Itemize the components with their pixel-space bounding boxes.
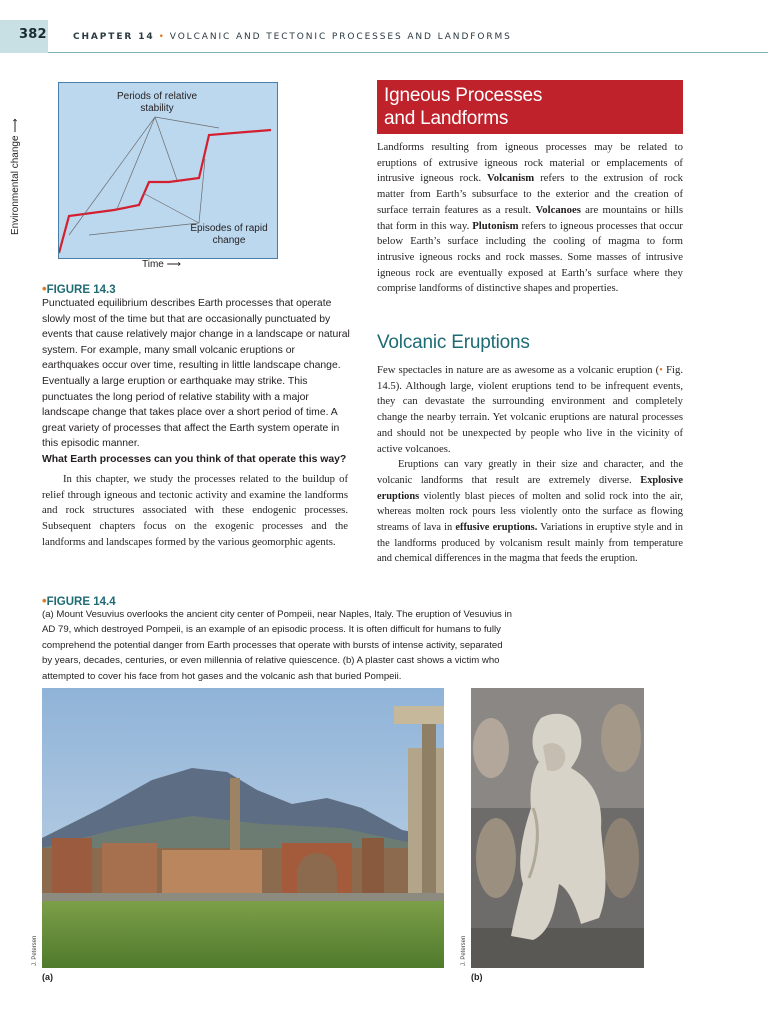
photo-credit-a: J. Petersen [32, 935, 38, 966]
page-number: 382 [19, 27, 47, 42]
label-rapid-change: Episodes of rapid change [190, 223, 268, 246]
term-volcanism: Volcanism [487, 172, 535, 185]
running-header [73, 32, 512, 42]
section-title-line2: and Landforms [384, 108, 509, 129]
eruptions-paragraph-1: Few spectacles in nature are as awesome as a volcanic eruption (• Fig. 14.5). Although large, violent eruptions tend to be infrequent events, they can devastate the surrounding environment and completely change the nearby terrain. Yet volcanic eruptions are natural processes and should not be unexpected by people who live in the vicinity of active volcanoes. [377, 364, 683, 455]
section-title-box [377, 80, 683, 134]
photo-label-a: (a) [42, 972, 53, 982]
pompeii-illustration [42, 688, 444, 968]
bullet-icon: • [42, 281, 47, 296]
punctuated-equilibrium-graph [58, 82, 278, 259]
term-effusive: effusive eruptions. [455, 522, 538, 534]
figure-question: What Earth processes can you think of that operate this way? [42, 453, 347, 465]
header-rule [48, 52, 768, 53]
figure-14-4-label: •FIGURE 14.4 [42, 593, 116, 608]
igneous-paragraph: Landforms resulting from igneous processes may be related to eruptions of extrusive igneous rock material or emplacements of intrusive igneous rock. Volcanism refers to the extrusion of rock matter from Earth’s subsurface to the exterior and the creation of surface terrain features as a result. Volcanoes are mountains or hills that form in this way. Plutonism refers to igneous processes that occur below Earth’s surface including the cooling of magma to form intrusive igneous rocks and rock masses. Some masses of intrusive igneous rock are eventually exposed at Earth’s surface where they comprise landforms of distinctive shapes and properties. [377, 141, 684, 295]
pointer-line [117, 117, 155, 209]
figure-reference[interactable]: Fig. 14.5 [377, 364, 683, 392]
pointer-line [143, 193, 199, 223]
eruptions-text [377, 363, 683, 567]
label-stability: Periods of relative stability [116, 91, 198, 114]
bullet-icon: • [659, 364, 667, 376]
plaster-cast-illustration [471, 688, 644, 968]
subsection-title: Volcanic Eruptions [377, 332, 530, 353]
figure-14-3-caption: Punctuated equilibrium describes Earth processes that operate slowly most of the time but that are occasionally punctuated by events that cause relatively major change in a landscape or natural system. For example, many small volcanic eruptions or earthquakes occur over time, resulting in little landscape change. Eventually a large eruption or earthquake may strike. This punctuates the long period of relative stability with a major landscape change that takes place over a short period of time. A great variety of processes that affect the Earth system operate in this episodic manner. What Earth processes can you think of that operate this way? [42, 296, 350, 468]
chapter-title: VOLCANIC AND TECTONIC PROCESSES AND LANDFORMS [169, 32, 512, 42]
photo-pompeii-vesuvius [42, 688, 444, 968]
term-plutonism: Plutonism [472, 219, 519, 232]
bullet-icon: • [158, 32, 166, 42]
term-explosive: Explosive eruptions [377, 474, 683, 502]
term-volcanoes: Volcanoes [535, 203, 581, 216]
pointer-line [155, 117, 177, 180]
photo-plaster-cast [471, 688, 644, 968]
figure-14-4-caption: (a) Mount Vesuvius overlooks the ancient city center of Pompeii, near Naples, Italy. The eruption of Vesuvius in AD 79, which destroyed Pompeii, is an example of an episodic process. It is often difficult for humans to fully comprehend the potential danger from Earth processes that operate with bursts of intense activity, separated by years, decades, centuries, or even millennia of relative quiescence. (b) A plaster cast shows a victim who attempted to cover his face from hot gases and the volcanic ash that buried Pompeii. [42, 609, 512, 682]
pointer-line [89, 223, 199, 235]
figure-14-3-label: •FIGURE 14.3 [42, 281, 116, 296]
intro-paragraph: In this chapter, we study the processes related to the buildup of relief through igneous and tectonic activity and examine the landforms and rock structures associated with these endogenic processes. Subsequent chapters focus on the exogenic processes and the landforms and landscapes formed by the various geomorphic agents. [42, 473, 348, 548]
x-axis-label: Time ⟶ [142, 259, 181, 270]
section-title-line1: Igneous Processes [384, 85, 543, 106]
pointer-line [155, 117, 219, 128]
pointer-line [69, 117, 155, 235]
y-axis-label: Environmental change ⟶ [10, 118, 21, 235]
photo-label-b: (b) [471, 972, 483, 982]
eruptions-paragraph-2: Eruptions can vary greatly in their size and character, and the volcanic landforms that result are extremely diverse. Explosive eruptions violently blast pieces of molten and solid rock into the air, whereas molten rock pours less violently onto the surface as flowing streams of lava in effusive eruptions. Variations in eruptive style and in the landforms produced by volcanism result mainly from temperature and chemical differences in the magma that feeds the eruption. [377, 459, 683, 565]
chapter-label: CHAPTER 14 [73, 32, 155, 42]
photo-credit-b: J. Petersen [461, 935, 467, 966]
bullet-icon: • [42, 593, 47, 608]
